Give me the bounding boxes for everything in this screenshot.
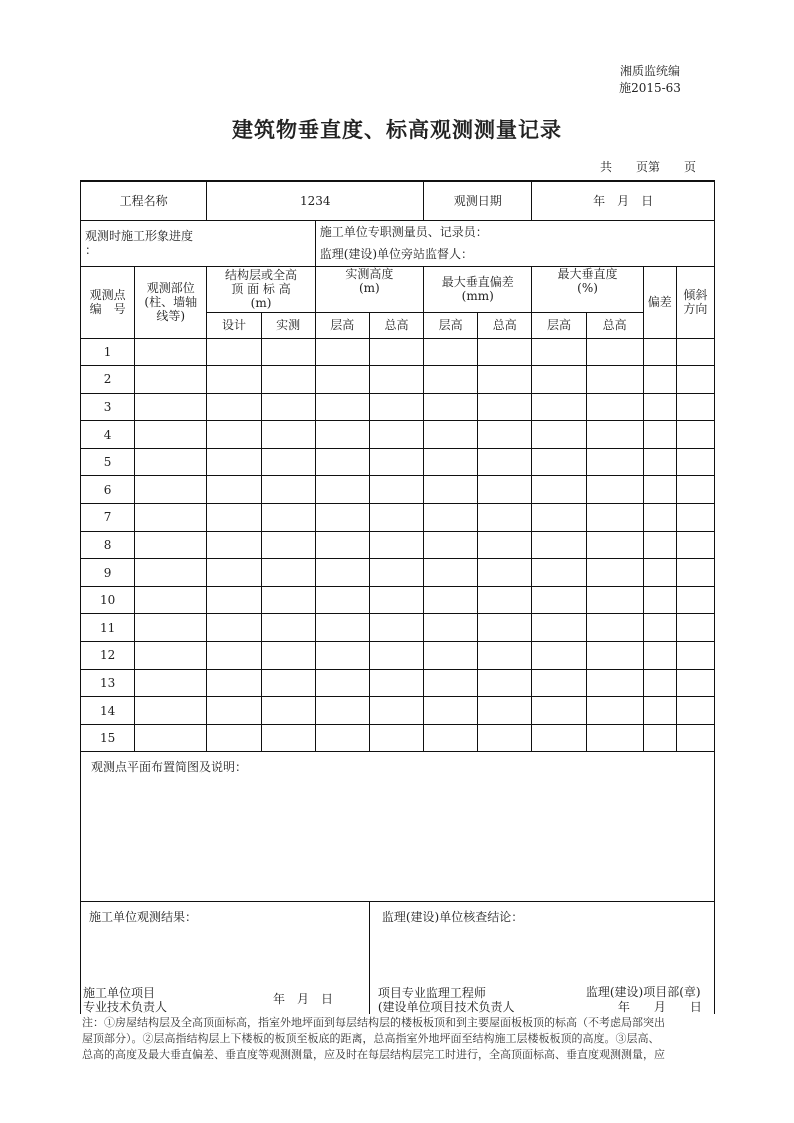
data-cell[interactable] [643, 724, 676, 752]
row-number: 14 [81, 697, 135, 725]
col-measured-height: 实测高度 (m) [315, 266, 423, 312]
row-number: 5 [81, 448, 135, 476]
col-measured: 实测 [261, 312, 315, 338]
data-cell[interactable] [207, 614, 261, 642]
data-cell[interactable] [586, 421, 643, 449]
data-cell[interactable] [676, 531, 714, 559]
table-row [81, 338, 715, 366]
table-row [81, 393, 715, 421]
data-cell[interactable] [135, 338, 207, 366]
data-cell[interactable] [369, 559, 423, 587]
data-cell[interactable] [315, 448, 369, 476]
data-cell[interactable] [261, 421, 315, 449]
supervisor-conclusion-label: 监理(建设)单位核查结论： [381, 910, 524, 925]
row-number: 8 [81, 531, 135, 559]
data-cell[interactable] [424, 338, 478, 366]
contractor-result-cell[interactable] [81, 902, 370, 1014]
data-cell[interactable] [207, 366, 261, 394]
data-cell[interactable] [261, 614, 315, 642]
table-row [81, 504, 715, 532]
data-cell[interactable] [315, 614, 369, 642]
data-cell[interactable] [315, 724, 369, 752]
row-number: 11 [81, 614, 135, 642]
data-cell[interactable] [315, 559, 369, 587]
data-cell[interactable] [369, 586, 423, 614]
data-cell[interactable] [207, 421, 261, 449]
data-cell[interactable] [261, 642, 315, 670]
data-cell[interactable] [135, 476, 207, 504]
data-cell[interactable] [478, 697, 532, 725]
data-cell[interactable] [261, 724, 315, 752]
row-number: 13 [81, 669, 135, 697]
data-cell[interactable] [532, 504, 586, 532]
data-cell[interactable] [676, 669, 714, 697]
row-number: 12 [81, 642, 135, 670]
data-cell[interactable] [369, 697, 423, 725]
row-number: 10 [81, 586, 135, 614]
data-cell[interactable] [135, 559, 207, 587]
col-floor-height-2: 层高 [424, 312, 478, 338]
data-cell[interactable] [643, 586, 676, 614]
data-cell[interactable] [135, 531, 207, 559]
data-cell[interactable] [424, 421, 478, 449]
data-cell[interactable] [478, 559, 532, 587]
table-row [81, 669, 715, 697]
data-cell[interactable] [369, 338, 423, 366]
data-cell[interactable] [586, 559, 643, 587]
data-cell[interactable] [532, 393, 586, 421]
data-cell[interactable] [135, 614, 207, 642]
data-cell[interactable] [676, 559, 714, 587]
progress-row [81, 220, 715, 266]
data-cell[interactable] [207, 586, 261, 614]
data-cell[interactable] [532, 531, 586, 559]
table-row [81, 614, 715, 642]
data-cell[interactable] [676, 504, 714, 532]
data-cell[interactable] [478, 586, 532, 614]
data-cell[interactable] [261, 366, 315, 394]
data-cell[interactable] [135, 421, 207, 449]
table-row [81, 531, 715, 559]
data-cell[interactable] [207, 338, 261, 366]
data-cell[interactable] [478, 366, 532, 394]
data-cell[interactable] [532, 338, 586, 366]
col-total-height-1: 总高 [369, 312, 423, 338]
data-cell[interactable] [135, 366, 207, 394]
data-cell[interactable] [135, 724, 207, 752]
data-cell[interactable] [478, 448, 532, 476]
data-cell[interactable] [643, 697, 676, 725]
data-cell[interactable] [315, 421, 369, 449]
data-cell[interactable] [424, 559, 478, 587]
data-cell[interactable] [369, 614, 423, 642]
col-floor-height-1: 层高 [315, 312, 369, 338]
footnotes [82, 1015, 714, 1061]
data-cell[interactable] [586, 531, 643, 559]
supervisor-witness-label: 监理(建设)单位旁站监督人： [319, 247, 474, 261]
personnel-cell[interactable] [315, 220, 714, 266]
col-struct-elevation: 结构层或全高 顶 面 标 高 (m) [207, 266, 315, 312]
col-point-no: 观测点 编 号 [81, 266, 135, 338]
data-cell[interactable] [424, 448, 478, 476]
row-number: 7 [81, 504, 135, 532]
data-cell[interactable] [643, 393, 676, 421]
row-number: 1 [81, 338, 135, 366]
supervisor-dept-seal: 监理(建设)项目部(章) [585, 985, 701, 1000]
data-cell[interactable] [424, 614, 478, 642]
col-max-deviation: 最大垂直偏差 (mm) [424, 266, 532, 312]
data-cell[interactable] [478, 504, 532, 532]
data-cell[interactable] [478, 338, 532, 366]
data-cell[interactable] [676, 393, 714, 421]
data-cell[interactable] [676, 476, 714, 504]
data-cell[interactable] [135, 586, 207, 614]
data-cell[interactable] [261, 393, 315, 421]
data-cell[interactable] [532, 476, 586, 504]
data-cell[interactable] [643, 504, 676, 532]
data-cell[interactable] [586, 669, 643, 697]
record-form-table [80, 180, 715, 1014]
data-cell[interactable] [207, 448, 261, 476]
col-floor-height-3: 层高 [532, 312, 586, 338]
data-cell[interactable] [424, 531, 478, 559]
supervisor-conclusion-cell[interactable] [369, 902, 714, 1014]
data-cell[interactable] [643, 476, 676, 504]
data-cell[interactable] [643, 366, 676, 394]
data-cell[interactable] [676, 421, 714, 449]
col-deviation: 偏差 [643, 266, 676, 338]
data-cell[interactable] [369, 669, 423, 697]
surveyor-label: 施工单位专职测量员、记录员： [319, 225, 488, 239]
layout-note-row [81, 752, 715, 902]
data-cell[interactable] [207, 504, 261, 532]
data-cell[interactable] [676, 366, 714, 394]
data-cell[interactable] [369, 531, 423, 559]
data-cell[interactable] [315, 669, 369, 697]
row-number: 4 [81, 421, 135, 449]
data-cell[interactable] [676, 614, 714, 642]
footnote-line2: 屋顶部分）。②层高指结构层上下楼板的板顶至板底的距离，总高指室外地坪面至结构施工层楼板板顶的高度。③层高、 [82, 1032, 660, 1045]
col-max-verticality: 最大垂直度 (%) [532, 266, 643, 312]
data-cell[interactable] [676, 338, 714, 366]
project-name-value[interactable]: 1234 [207, 181, 424, 220]
data-cell[interactable] [586, 504, 643, 532]
row-number: 2 [81, 366, 135, 394]
footnote-line3: 总高的高度及最大垂直偏差、垂直度等观测测量，应及时在每层结构层完工时进行，全高顶面标高、垂直度观测测量，应 [82, 1048, 665, 1061]
progress-label: 观测时施工形象进度 [85, 229, 194, 243]
data-cell[interactable] [369, 393, 423, 421]
data-cell[interactable] [135, 669, 207, 697]
data-cell[interactable] [478, 642, 532, 670]
data-cell[interactable] [643, 614, 676, 642]
data-cell[interactable] [676, 724, 714, 752]
data-cell[interactable] [261, 697, 315, 725]
data-cell[interactable] [532, 724, 586, 752]
data-cell[interactable] [315, 697, 369, 725]
data-cell[interactable] [207, 642, 261, 670]
data-cell[interactable] [532, 642, 586, 670]
data-cell[interactable] [261, 531, 315, 559]
data-cell[interactable] [676, 586, 714, 614]
page-title: 建筑物垂直度、标高观测测量记录 [232, 118, 562, 142]
data-cell[interactable] [532, 366, 586, 394]
results-row [81, 902, 715, 1014]
data-cell[interactable] [586, 393, 643, 421]
data-cell[interactable] [424, 366, 478, 394]
row-number: 15 [81, 724, 135, 752]
data-cell[interactable] [315, 586, 369, 614]
data-cell[interactable] [135, 504, 207, 532]
data-cell[interactable] [586, 366, 643, 394]
data-cell[interactable] [315, 476, 369, 504]
form-code-line2: 施2015-63 [619, 81, 681, 95]
data-cell[interactable] [261, 504, 315, 532]
data-cell[interactable] [424, 504, 478, 532]
col-total-height-2: 总高 [478, 312, 532, 338]
data-cell[interactable] [586, 448, 643, 476]
data-cell[interactable] [643, 338, 676, 366]
data-cell[interactable] [643, 421, 676, 449]
obs-date-value[interactable]: 年 月 日 [532, 181, 715, 220]
data-cell[interactable] [532, 586, 586, 614]
table-row [81, 476, 715, 504]
data-cell[interactable] [261, 476, 315, 504]
row-number: 3 [81, 393, 135, 421]
data-cell[interactable] [478, 393, 532, 421]
table-row [81, 586, 715, 614]
data-cell[interactable] [315, 338, 369, 366]
table-row [81, 421, 715, 449]
data-cell[interactable] [135, 393, 207, 421]
data-cell[interactable] [424, 642, 478, 670]
data-cell[interactable] [135, 642, 207, 670]
data-cell[interactable] [261, 586, 315, 614]
data-cell[interactable] [424, 669, 478, 697]
col-tilt-direction: 倾斜 方向 [676, 266, 714, 338]
obs-date-label: 观测日期 [424, 181, 532, 220]
data-cell[interactable] [586, 642, 643, 670]
data-cell[interactable] [369, 724, 423, 752]
data-cell[interactable] [261, 448, 315, 476]
data-cell[interactable] [532, 421, 586, 449]
progress-cell[interactable] [81, 220, 316, 266]
project-info-row [81, 181, 715, 220]
data-cell[interactable] [135, 697, 207, 725]
data-cell[interactable] [676, 448, 714, 476]
data-cell[interactable] [643, 559, 676, 587]
layout-note-cell[interactable] [81, 752, 715, 902]
data-cell[interactable] [532, 614, 586, 642]
table-row [81, 366, 715, 394]
contractor-date: 年 月 日 [273, 992, 334, 1007]
footnote-line1: 注：①房屋结构层及全高顶面标高，指室外地坪面到每层结构层的楼板板顶和到主要屋面板板顶的标高（不考虑局部突出 [82, 1016, 665, 1029]
data-cell[interactable] [315, 642, 369, 670]
data-cell[interactable] [532, 697, 586, 725]
data-cell[interactable] [369, 504, 423, 532]
data-cell[interactable] [135, 448, 207, 476]
project-name-label: 工程名称 [81, 181, 207, 220]
data-cell[interactable] [478, 669, 532, 697]
table-row [81, 697, 715, 725]
data-cell[interactable] [207, 697, 261, 725]
data-cell[interactable] [478, 531, 532, 559]
supervisor-date: 年 月 日 [617, 1000, 702, 1015]
col-location: 观测部位 (柱、墙轴 线等) [135, 266, 207, 338]
data-cell[interactable] [315, 393, 369, 421]
data-cell[interactable] [207, 393, 261, 421]
table-row [81, 559, 715, 587]
data-cell[interactable] [369, 366, 423, 394]
data-cell[interactable] [369, 448, 423, 476]
contractor-signatory: 施工单位项目 专业技术负责人 [83, 986, 168, 1015]
col-total-height-3: 总高 [586, 312, 643, 338]
data-cell[interactable] [261, 669, 315, 697]
data-cell[interactable] [207, 724, 261, 752]
data-cell[interactable] [315, 531, 369, 559]
data-cell[interactable] [586, 697, 643, 725]
data-cell[interactable] [643, 642, 676, 670]
data-cell[interactable] [676, 642, 714, 670]
data-cell[interactable] [315, 504, 369, 532]
page-count: 共 页第 页 [600, 160, 697, 174]
data-cell[interactable] [643, 448, 676, 476]
data-cell[interactable] [207, 531, 261, 559]
data-cell[interactable] [643, 669, 676, 697]
data-cell[interactable] [586, 476, 643, 504]
table-row [81, 642, 715, 670]
data-cell[interactable] [532, 669, 586, 697]
data-cell[interactable] [424, 697, 478, 725]
data-cell[interactable] [369, 476, 423, 504]
supervisor-signatory: 项目专业监理工程师 (建设单位项目技术负责人 [377, 986, 515, 1015]
data-cell[interactable] [424, 724, 478, 752]
data-cell[interactable] [315, 366, 369, 394]
row-number: 9 [81, 559, 135, 587]
progress-colon: ： [85, 243, 98, 257]
table-row [81, 724, 715, 752]
data-cell[interactable] [586, 338, 643, 366]
data-cell[interactable] [369, 421, 423, 449]
data-cell[interactable] [532, 448, 586, 476]
data-cell[interactable] [586, 724, 643, 752]
data-cell[interactable] [586, 586, 643, 614]
form-code-line1: 湘质监统编 [619, 64, 680, 78]
data-cell[interactable] [207, 669, 261, 697]
column-header-row-1 [81, 266, 715, 312]
data-cell[interactable] [643, 531, 676, 559]
data-rows [81, 338, 715, 752]
layout-note-label: 观测点平面布置简图及说明： [91, 760, 248, 775]
data-cell[interactable] [207, 476, 261, 504]
data-cell[interactable] [207, 559, 261, 587]
table-row [81, 448, 715, 476]
data-cell[interactable] [478, 724, 532, 752]
data-cell[interactable] [532, 559, 586, 587]
row-number: 6 [81, 476, 135, 504]
data-cell[interactable] [676, 697, 714, 725]
data-cell[interactable] [261, 338, 315, 366]
data-cell[interactable] [424, 476, 478, 504]
data-cell[interactable] [478, 476, 532, 504]
data-cell[interactable] [478, 421, 532, 449]
data-cell[interactable] [369, 642, 423, 670]
data-cell[interactable] [478, 614, 532, 642]
col-design: 设计 [207, 312, 261, 338]
contractor-result-label: 施工单位观测结果： [89, 910, 198, 925]
data-cell[interactable] [424, 586, 478, 614]
data-cell[interactable] [261, 559, 315, 587]
data-cell[interactable] [586, 614, 643, 642]
data-cell[interactable] [424, 393, 478, 421]
